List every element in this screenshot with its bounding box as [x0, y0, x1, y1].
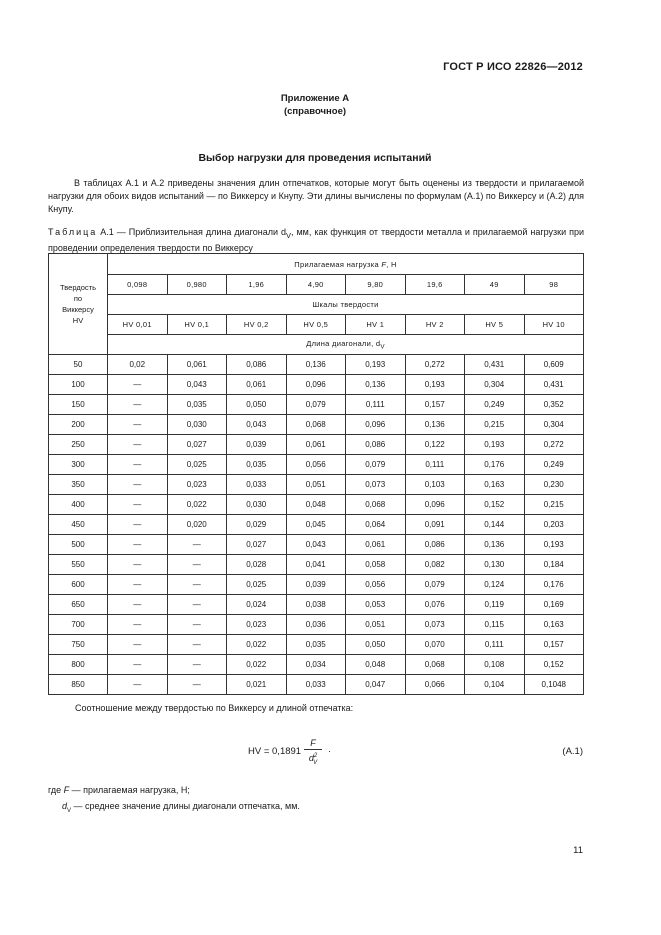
- load-header-unit: , Н: [386, 259, 397, 269]
- where-f: [48, 785, 190, 795]
- diagonal-value: 0,082: [405, 555, 465, 575]
- intro-text: В таблицах А.1 и А.2 приведены значения длин отпечатков, которые могут быть оценены из твердости и прилагаемой нагрузки для обоих видов испытаний — по Виккерсу и Кнупу. Эти длины вычислены по формулам (А.1) по Виккерсу и (А.2) для Кнупу.: [48, 178, 584, 214]
- diagonal-value: —: [108, 655, 168, 675]
- load-value: 4,90: [286, 275, 346, 295]
- hv-value: 250: [49, 435, 108, 455]
- diagonal-value: 0,122: [405, 435, 465, 455]
- diagonal-value: 0,119: [465, 595, 525, 615]
- diagonal-value: 0,068: [286, 415, 346, 435]
- diagonal-value: 0,157: [405, 395, 465, 415]
- table-row: [49, 635, 584, 655]
- load-value: 49: [465, 275, 525, 295]
- diagonal-value: 0,053: [346, 595, 406, 615]
- hv-value: 150: [49, 395, 108, 415]
- diagonal-value: —: [167, 675, 227, 695]
- scale-value: HV 0,01: [108, 315, 168, 335]
- diagonal-value: 0,061: [286, 435, 346, 455]
- table-caption-label: Таблица: [48, 227, 98, 237]
- hv-value: 50: [49, 355, 108, 375]
- diagonal-value: 0,030: [227, 495, 287, 515]
- diagonal-value: 0,027: [167, 435, 227, 455]
- diagonal-value: —: [167, 555, 227, 575]
- diagonal-value: 0,152: [465, 495, 525, 515]
- diagonal-value: —: [108, 415, 168, 435]
- relation-text: Соотношение между твердостью по Виккерсу и длиной отпечатка:: [75, 703, 354, 713]
- appendix-kind: (справочное): [283, 106, 347, 117]
- load-value: 98: [524, 275, 584, 295]
- formula-den-sub: V: [313, 759, 318, 766]
- diagonal-value: 0,043: [286, 535, 346, 555]
- loads-row: [49, 275, 584, 295]
- diagonal-value: —: [167, 615, 227, 635]
- hv-value: 850: [49, 675, 108, 695]
- diagonal-value: —: [108, 535, 168, 555]
- load-header-text: Прилагаемая нагрузка: [294, 259, 382, 269]
- diagonal-value: 0,073: [346, 475, 406, 495]
- table-row: [49, 435, 584, 455]
- scale-value: HV 10: [524, 315, 584, 335]
- diagonal-value: 0,056: [286, 455, 346, 475]
- diagonal-value: 0,023: [227, 615, 287, 635]
- diagonal-value: 0,025: [227, 575, 287, 595]
- hv-value: 100: [49, 375, 108, 395]
- table-row: [49, 495, 584, 515]
- load-value: 19,6: [405, 275, 465, 295]
- diagonal-value: —: [108, 435, 168, 455]
- scale-value: HV 1: [346, 315, 406, 335]
- diagonal-value: 0,066: [405, 675, 465, 695]
- load-header: [108, 254, 584, 275]
- diagonal-value: 0,215: [465, 415, 525, 435]
- section-title: Выбор нагрузки для проведения испытаний: [198, 152, 432, 164]
- diagonal-value: 0,111: [405, 455, 465, 475]
- where-f-symbol: F: [63, 785, 70, 795]
- diagonal-value: 0,029: [227, 515, 287, 535]
- table-row: [49, 455, 584, 475]
- diagonal-value: 0,230: [524, 475, 584, 495]
- diagonal-value: 0,021: [227, 675, 287, 695]
- diagonal-value: —: [108, 615, 168, 635]
- diagonal-value: 0,047: [346, 675, 406, 695]
- hv-value: 300: [49, 455, 108, 475]
- diagonal-value: 0,058: [346, 555, 406, 575]
- diagonal-value: 0,061: [227, 375, 287, 395]
- diagonal-value: 0,051: [286, 475, 346, 495]
- load-value: 9,80: [346, 275, 406, 295]
- diagonal-value: —: [108, 455, 168, 475]
- diagonal-value: 0,108: [465, 655, 525, 675]
- diagonal-value: 0,136: [346, 375, 406, 395]
- diagonal-value: 0,079: [346, 455, 406, 475]
- formula-den-symbol: d: [308, 753, 314, 763]
- diagonal-value: —: [108, 375, 168, 395]
- table-row: [49, 515, 584, 535]
- diagonal-value: 0,104: [465, 675, 525, 695]
- formula-denominator: [304, 750, 322, 769]
- diagonal-value: 0,076: [405, 595, 465, 615]
- equation-number: (А.1): [562, 746, 583, 757]
- where-d-symbol: d: [62, 801, 68, 811]
- formula-fraction: [304, 738, 322, 769]
- hv-value: 450: [49, 515, 108, 535]
- diagonal-value: 0,079: [286, 395, 346, 415]
- diagonal-value: —: [108, 675, 168, 695]
- diagonal-value: 0,115: [465, 615, 525, 635]
- diagonal-value: 0,184: [524, 555, 584, 575]
- diagonal-value: 0,103: [405, 475, 465, 495]
- diagonal-value: 0,027: [227, 535, 287, 555]
- diagonal-value: 0,045: [286, 515, 346, 535]
- appendix-title: Приложение А: [280, 93, 350, 104]
- diagonal-value: 0,073: [405, 615, 465, 635]
- diagonal-value: 0,061: [346, 535, 406, 555]
- where-d: [62, 801, 300, 814]
- table-row: [49, 595, 584, 615]
- load-value: 0,098: [108, 275, 168, 295]
- diagonal-value: 0,050: [346, 635, 406, 655]
- scale-value: HV 5: [465, 315, 525, 335]
- scale-value: HV 0,1: [167, 315, 227, 335]
- diagonal-value: 0,152: [524, 655, 584, 675]
- diagonal-value: 0,096: [405, 495, 465, 515]
- intro-paragraph: [48, 177, 584, 215]
- diagonal-value: 0,144: [465, 515, 525, 535]
- diagonal-value: 0,079: [405, 575, 465, 595]
- hv-value: 200: [49, 415, 108, 435]
- diagonal-value: 0,215: [524, 495, 584, 515]
- hv-value: 650: [49, 595, 108, 615]
- hv-value: 400: [49, 495, 108, 515]
- diagonal-value: 0,039: [286, 575, 346, 595]
- diagonal-value: 0,068: [405, 655, 465, 675]
- diagonal-value: —: [108, 635, 168, 655]
- diagonal-value: —: [108, 515, 168, 535]
- diagonal-value: 0,030: [167, 415, 227, 435]
- diagonal-header-sub: V: [380, 343, 385, 351]
- diagonal-value: 0,051: [346, 615, 406, 635]
- where-prefix: где: [48, 785, 64, 795]
- diagonal-value: —: [108, 595, 168, 615]
- diagonal-value: 0,096: [286, 375, 346, 395]
- diagonal-value: 0,035: [286, 635, 346, 655]
- diagonal-value: 0,022: [227, 655, 287, 675]
- diagonal-value: 0,033: [227, 475, 287, 495]
- diagonal-value: 0,130: [465, 555, 525, 575]
- formula-numerator: F: [304, 738, 322, 750]
- diagonal-value: 0,609: [524, 355, 584, 375]
- hv-value: 500: [49, 535, 108, 555]
- diagonal-value: 0,068: [346, 495, 406, 515]
- load-value: 1,96: [227, 275, 287, 295]
- diagonal-value: 0,111: [346, 395, 406, 415]
- diagonal-value: 0,061: [167, 355, 227, 375]
- scale-value: HV 0,5: [286, 315, 346, 335]
- diagonal-value: —: [108, 495, 168, 515]
- diagonal-value: 0,086: [346, 435, 406, 455]
- table-row: [49, 475, 584, 495]
- diagonal-value: —: [167, 635, 227, 655]
- table-row: [49, 655, 584, 675]
- diagonal-value: 0,035: [227, 455, 287, 475]
- table-row: [49, 555, 584, 575]
- diagonal-value: 0,249: [465, 395, 525, 415]
- diagonal-value: 0,091: [405, 515, 465, 535]
- diagonal-value: 0,124: [465, 575, 525, 595]
- diagonal-value: 0,025: [167, 455, 227, 475]
- diagonal-value: 0,048: [346, 655, 406, 675]
- diagonal-value: 0,304: [524, 415, 584, 435]
- diagonal-value: 0,048: [286, 495, 346, 515]
- diagonal-value: 0,050: [227, 395, 287, 415]
- diagonal-value: 0,086: [405, 535, 465, 555]
- table-row: [49, 535, 584, 555]
- diagonal-value: 0,136: [405, 415, 465, 435]
- diagonal-value: —: [167, 535, 227, 555]
- diagonal-value: —: [108, 395, 168, 415]
- diagonal-value: 0,022: [227, 635, 287, 655]
- diagonal-value: 0,163: [465, 475, 525, 495]
- diagonal-value: 0,193: [465, 435, 525, 455]
- diagonal-header: [108, 335, 584, 355]
- where-d-desc: — среднее значение длины диагонали отпечатка, мм.: [71, 801, 300, 811]
- hv-header-line: Твердость: [60, 283, 96, 292]
- table-row: [49, 355, 584, 375]
- diagonal-value: —: [108, 555, 168, 575]
- load-header-symbol: F: [381, 259, 387, 269]
- diagonal-value: 0,043: [167, 375, 227, 395]
- diagonal-value: —: [108, 575, 168, 595]
- diagonal-value: —: [167, 595, 227, 615]
- formula-tail: ·: [328, 746, 332, 757]
- diagonal-value: 0,352: [524, 395, 584, 415]
- diagonal-value: 0,020: [167, 515, 227, 535]
- diagonal-value: 0,176: [465, 455, 525, 475]
- diagonal-value: 0,176: [524, 575, 584, 595]
- diagonal-value: 0,203: [524, 515, 584, 535]
- where-f-desc: — прилагаемая нагрузка, Н;: [69, 785, 190, 795]
- table-row: [49, 575, 584, 595]
- table-row: [49, 615, 584, 635]
- scale-value: HV 2: [405, 315, 465, 335]
- hv-value: 550: [49, 555, 108, 575]
- diagonal-value: 0,1048: [524, 675, 584, 695]
- diagonal-value: 0,111: [465, 635, 525, 655]
- diagonal-value: 0,169: [524, 595, 584, 615]
- diagonal-value: 0,157: [524, 635, 584, 655]
- diagonal-value: 0,272: [524, 435, 584, 455]
- diagonal-value: 0,034: [286, 655, 346, 675]
- scales-header: Шкалы твердости: [108, 295, 584, 315]
- diagonal-value: 0,086: [227, 355, 287, 375]
- diagonal-value: 0,022: [167, 495, 227, 515]
- diagonal-value: 0,193: [346, 355, 406, 375]
- hv-column-header: [49, 254, 108, 355]
- table-row: [49, 415, 584, 435]
- scales-row: [49, 315, 584, 335]
- document-header: ГОСТ Р ИСО 22826—2012: [443, 61, 583, 73]
- diagonal-value: 0,163: [524, 615, 584, 635]
- hv-header-line: HV: [72, 316, 84, 325]
- diagonal-value: 0,304: [465, 375, 525, 395]
- diagonal-value: 0,023: [167, 475, 227, 495]
- table-row: [49, 395, 584, 415]
- page-number: 11: [573, 845, 583, 856]
- diagonal-value: 0,249: [524, 455, 584, 475]
- diagonal-value: 0,056: [346, 575, 406, 595]
- diagonal-value: 0,036: [286, 615, 346, 635]
- diagonal-value: 0,038: [286, 595, 346, 615]
- diagonal-value: 0,136: [465, 535, 525, 555]
- diagonal-value: 0,041: [286, 555, 346, 575]
- table-row: [49, 375, 584, 395]
- table-row: [49, 675, 584, 695]
- where-d-sub: V: [67, 807, 72, 814]
- table-caption-sub: V: [286, 230, 292, 240]
- diagonal-value: 0,431: [465, 355, 525, 375]
- table-caption-text-a: А.1 — Приблизительная длина диагонали d: [97, 227, 286, 237]
- diagonal-value: —: [167, 655, 227, 675]
- diagonal-value: 0,193: [405, 375, 465, 395]
- diagonal-value: 0,272: [405, 355, 465, 375]
- diagonal-value: 0,028: [227, 555, 287, 575]
- hv-value: 750: [49, 635, 108, 655]
- hv-value: 350: [49, 475, 108, 495]
- diagonal-header-text: Длина диагонали, d: [306, 338, 381, 348]
- diagonal-value: 0,043: [227, 415, 287, 435]
- diagonal-value: 0,070: [405, 635, 465, 655]
- diagonal-value: 0,039: [227, 435, 287, 455]
- hv-value: 800: [49, 655, 108, 675]
- diagonal-value: 0,431: [524, 375, 584, 395]
- diagonal-value: 0,02: [108, 355, 168, 375]
- diagonal-value: —: [108, 475, 168, 495]
- table-caption: [48, 226, 584, 254]
- diagonal-value: 0,193: [524, 535, 584, 555]
- hv-header-line: Виккерсу: [62, 305, 94, 314]
- hv-header-line: по: [73, 294, 83, 303]
- diagonal-value: 0,024: [227, 595, 287, 615]
- diagonal-value: 0,033: [286, 675, 346, 695]
- diagonal-value: 0,035: [167, 395, 227, 415]
- formula-lhs: HV = 0,1891: [248, 746, 302, 757]
- table-caption-text-b: , мм, как функция от твердости металла и прилагаемой нагрузки при проведении определения твердости по Виккерсу: [48, 227, 585, 253]
- load-value: 0,980: [167, 275, 227, 295]
- hardness-table: [48, 253, 584, 695]
- diagonal-value: 0,136: [286, 355, 346, 375]
- formula-den-sup: 2: [313, 753, 318, 759]
- diagonal-value: —: [167, 575, 227, 595]
- diagonal-value: 0,096: [346, 415, 406, 435]
- hv-value: 600: [49, 575, 108, 595]
- hv-value: 700: [49, 615, 108, 635]
- scale-value: HV 0,2: [227, 315, 287, 335]
- appendix-heading: [0, 92, 630, 118]
- diagonal-value: 0,064: [346, 515, 406, 535]
